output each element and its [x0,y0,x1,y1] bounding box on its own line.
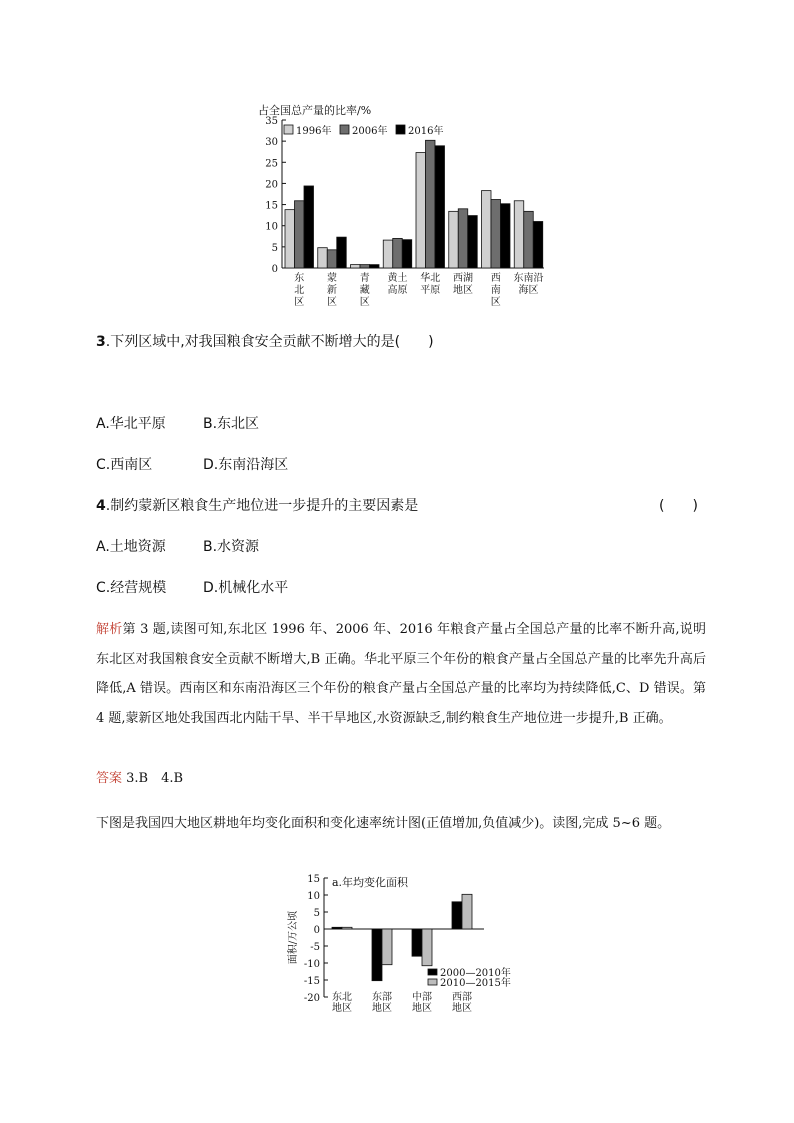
y-tick-label: 10 [307,891,320,902]
x-category-label: 地区 [412,1003,432,1014]
question-4-text: .制约蒙新区粮食生产地位进一步提升的主要因素是 [105,498,419,514]
y-tick-label: 0 [271,264,278,275]
question-4-option-c[interactable]: C.经营规模 [96,580,167,596]
grain-share-chart [250,100,550,319]
answer-label: 答案 [96,771,123,786]
bar [462,894,472,929]
x-category-label: 区 [490,297,501,308]
x-category-label: 区 [294,297,305,308]
question-3-option-c[interactable]: C.西南区 [96,457,153,473]
bar [514,201,524,268]
x-category-label: 南 [490,285,501,296]
bar [435,146,445,268]
x-category-label: 地区 [452,1003,472,1014]
x-category-label: 北 [294,285,305,296]
bar [501,204,511,268]
x-category-label: 蒙 [327,273,337,284]
x-category-label: 区 [359,297,370,308]
bar [318,248,328,268]
x-category-label: 华北 [420,273,441,284]
x-category-label: 区 [327,297,337,308]
bar [412,929,422,956]
y-tick-label: 5 [271,242,278,254]
x-category-label: 藏 [359,285,370,296]
x-category-label: 平原 [420,285,441,296]
legend-swatch [284,125,293,134]
bar [382,929,392,965]
answer [96,767,183,786]
bar [449,211,459,268]
y-tick-label: 10 [265,221,278,233]
y-tick-label: 20 [265,179,278,191]
explanation [96,615,706,733]
legend-label: 2000—2010年 [440,968,511,979]
intro-paragraph: 下图是我国四大地区耕地年均变化面积和变化速率统计图(正值增加,负值减少)。读图,完成 5~6 题。 [96,816,671,831]
y-tick-label: -20 [303,993,320,1004]
x-category-label: 青 [359,273,370,284]
farmland-change-bar-chart [282,868,522,1018]
bar [332,927,342,929]
bar [491,199,501,268]
y-tick-label: -5 [310,942,320,953]
x-category-label: 地区 [372,1003,392,1014]
bar [372,929,382,981]
bar [295,201,305,268]
bar [452,902,462,929]
x-category-label: 海区 [518,285,539,296]
y-tick-label: 0 [313,925,320,936]
legend-label: 1996年 [296,126,332,137]
question-3 [96,331,434,351]
legend-label: 2006年 [352,126,388,137]
bar [458,209,468,268]
y-axis-label: 占全国总产量的比率/% [258,104,372,117]
question-3-text: .下列区域中,对我国粮食安全贡献不断增大的是( ) [105,334,434,350]
y-tick-label: 15 [307,874,320,885]
question-4-option-b[interactable]: B.水资源 [203,539,260,555]
bar [327,250,337,268]
y-tick-label: 5 [313,908,320,919]
question-3-number: 3 [96,334,106,350]
x-category-label: 地区 [332,1003,352,1014]
legend-swatch [340,125,349,134]
legend-swatch [428,969,437,975]
y-tick-label: 35 [265,116,278,127]
y-axis-label: 面积/万公顷 [288,910,299,965]
question-4-option-d[interactable]: D.机械化水平 [203,580,289,596]
question-4-number: 4 [96,498,106,514]
explanation-text: 第 3 题,读图可知,东北区 1996 年、2006 年、2016 年粮食产量占全国总产量的比率不断升高,说明东北区对我国粮食安全贡献不断增大,B 正确。华北平原三个年份的粮食产量占全国总产量的比率先升高后降低,A 错误。西南区和东南沿海区三个年份的粮食产量占全国总产量的比率均为持续降低,C、D 错误。第 4 题,蒙新区地处我国西北内陆干旱、半干旱地区,水资源缺乏,制约粮食生产地位进一步提升,B 正确。 [96,622,706,726]
x-category-label: 西湖 [453,273,473,284]
x-category-label: 高原 [387,285,408,296]
bar [304,186,314,268]
bar [370,265,380,268]
bar [416,153,426,268]
legend-label: 2010—2015年 [440,978,511,989]
legend-swatch [396,125,405,134]
bar [482,191,492,268]
explanation-label: 解析 [96,622,123,637]
grain-share-bar-chart [250,100,550,315]
bar [342,927,352,929]
bar [393,238,403,268]
x-category-label: 中部 [412,992,432,1003]
y-tick-label: 30 [265,137,278,149]
bar [351,265,361,268]
x-category-label: 东北 [332,992,352,1003]
question-4-answer-blank: ( ) [659,498,698,514]
question-3-option-d[interactable]: D.东南沿海区 [203,457,289,473]
question-3-option-b[interactable]: B.东北区 [203,416,260,432]
y-tick-label: -10 [303,959,320,970]
bar [422,929,432,966]
x-category-label: 西 [490,273,501,284]
bar [426,140,436,268]
y-tick-label: 25 [265,158,278,170]
bar [360,265,370,268]
bar [285,210,295,268]
bar [383,240,393,268]
x-category-label: 东部 [372,992,392,1003]
bar [468,216,478,268]
legend-label: 2016年 [408,126,444,137]
y-tick-label: 15 [265,200,278,212]
x-category-label: 东 [294,273,305,284]
bar [402,240,412,268]
bar [533,221,543,268]
question-4 [96,495,418,515]
x-category-label: 新 [327,285,337,296]
x-category-label: 地区 [453,285,473,296]
farmland-change-chart [282,868,522,1022]
chart-title: a.年均变化面积 [332,876,409,889]
x-category-label: 黄土 [387,273,408,284]
x-category-label: 东南沿 [513,273,544,284]
answer-text: 3.B 4.B [122,771,184,786]
legend-swatch [428,979,437,985]
x-category-label: 西部 [452,992,472,1003]
question-3-option-a[interactable]: A.华北平原 [96,416,166,432]
bar [524,211,534,268]
y-tick-label: -15 [303,976,320,987]
question-4-option-a[interactable]: A.土地资源 [96,539,166,555]
bar [337,237,347,268]
